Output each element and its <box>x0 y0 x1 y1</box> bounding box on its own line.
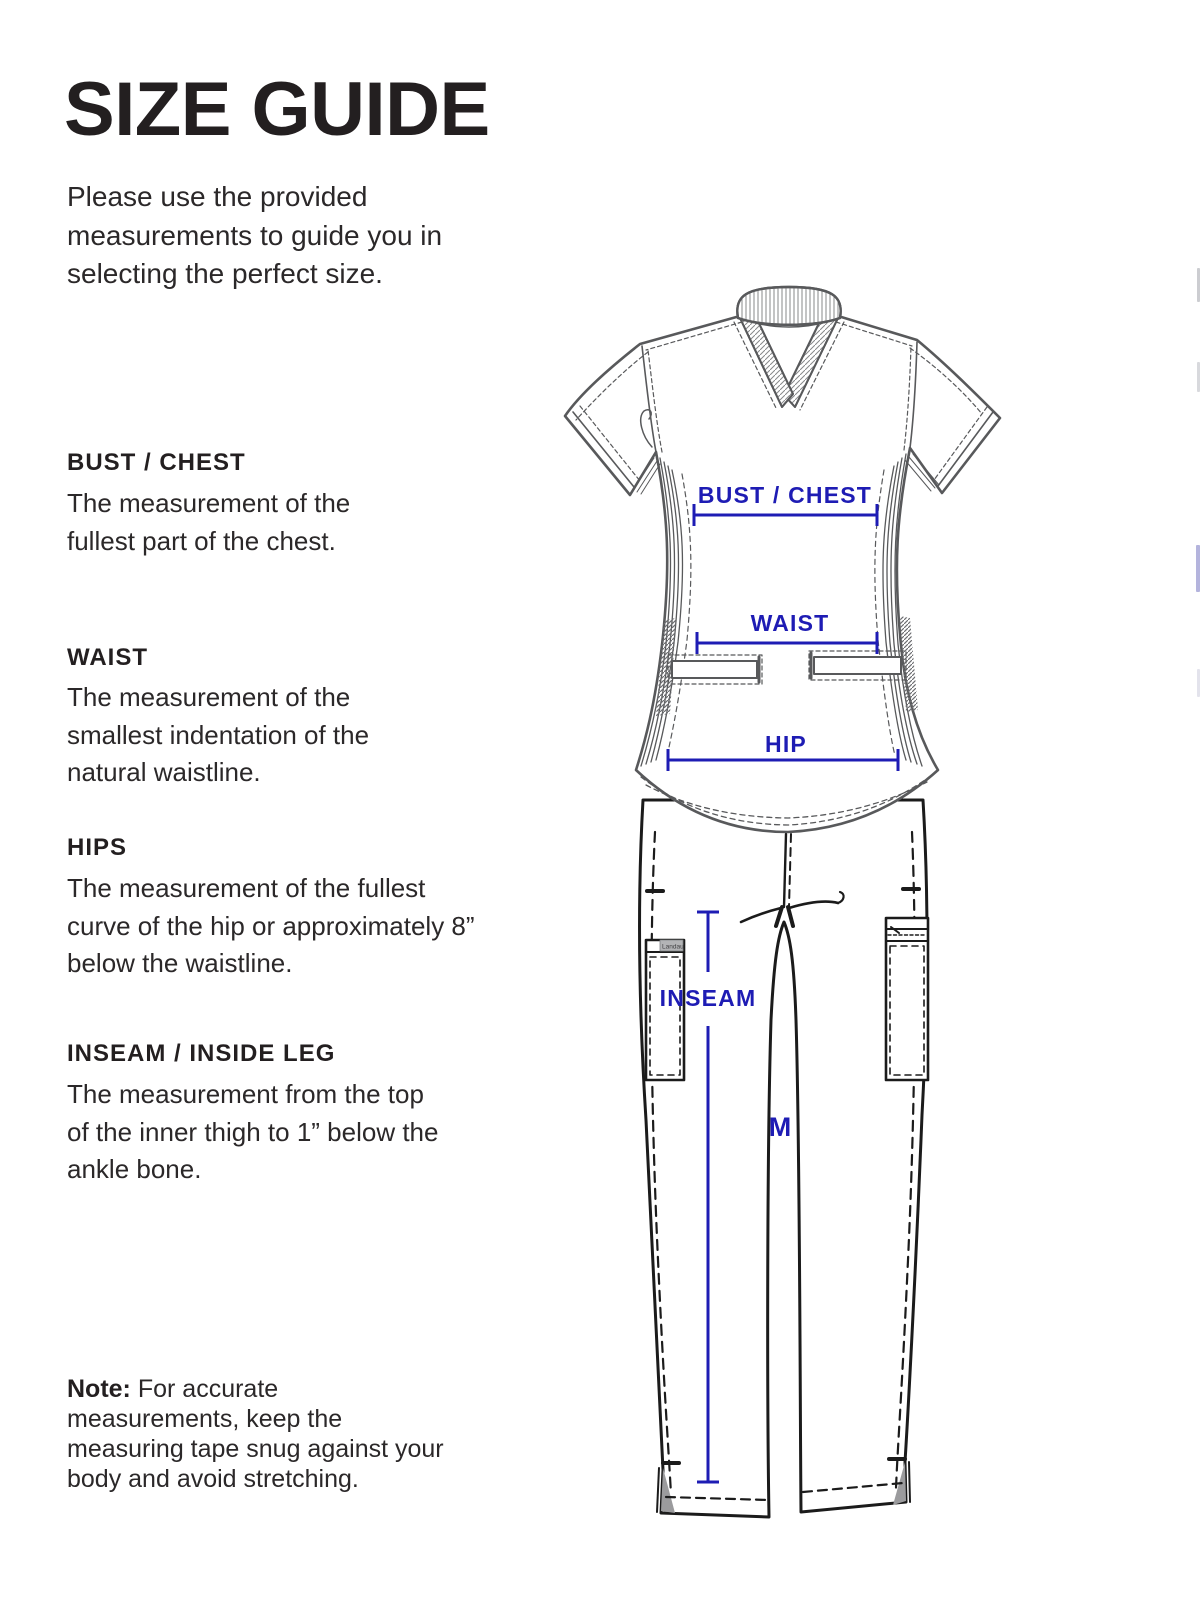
collar-band <box>737 287 840 327</box>
page-title: SIZE GUIDE <box>64 67 490 152</box>
section-heading-hips: HIPS <box>67 834 128 861</box>
size-marker-label: M <box>768 1112 792 1142</box>
section-body-waist: The measurement of the smallest indentation of the natural waistline. <box>67 682 370 787</box>
hip-measurement-label: HIP <box>765 731 807 757</box>
section-heading-inseam: INSEAM / INSIDE LEG <box>67 1040 336 1067</box>
bust-measurement-label: BUST / CHEST <box>697 482 873 508</box>
waist-measurement-label: WAIST <box>750 610 830 636</box>
section-body-hips: The measurement of the fullest curve of the hip or approximately 8” below the waistline. <box>67 873 475 978</box>
right-cargo-pocket <box>886 918 928 1080</box>
clipped-edge-artifact <box>1196 545 1200 592</box>
section-heading-bust: BUST / CHEST <box>67 449 246 476</box>
note-text: Note: For accurate measurements, keep the measuring tape snug against your body and avoid stretching. <box>67 1375 444 1493</box>
section-heading-waist: WAIST <box>67 644 148 671</box>
note-label: Note: <box>67 1375 131 1403</box>
section-body-bust: The measurement of the fullest part of the chest. <box>67 488 351 556</box>
scrub-pants-drawing <box>639 800 928 1517</box>
section-body-inseam: The measurement from the top of the inner thigh to 1” below the ankle bone. <box>67 1079 439 1184</box>
inseam-measurement-label: INSEAM <box>659 985 757 1011</box>
pocket-tag-label: Landau <box>662 943 684 951</box>
intro-text: Please use the provided measurements to guide you in selecting the perfect size. <box>67 181 443 289</box>
